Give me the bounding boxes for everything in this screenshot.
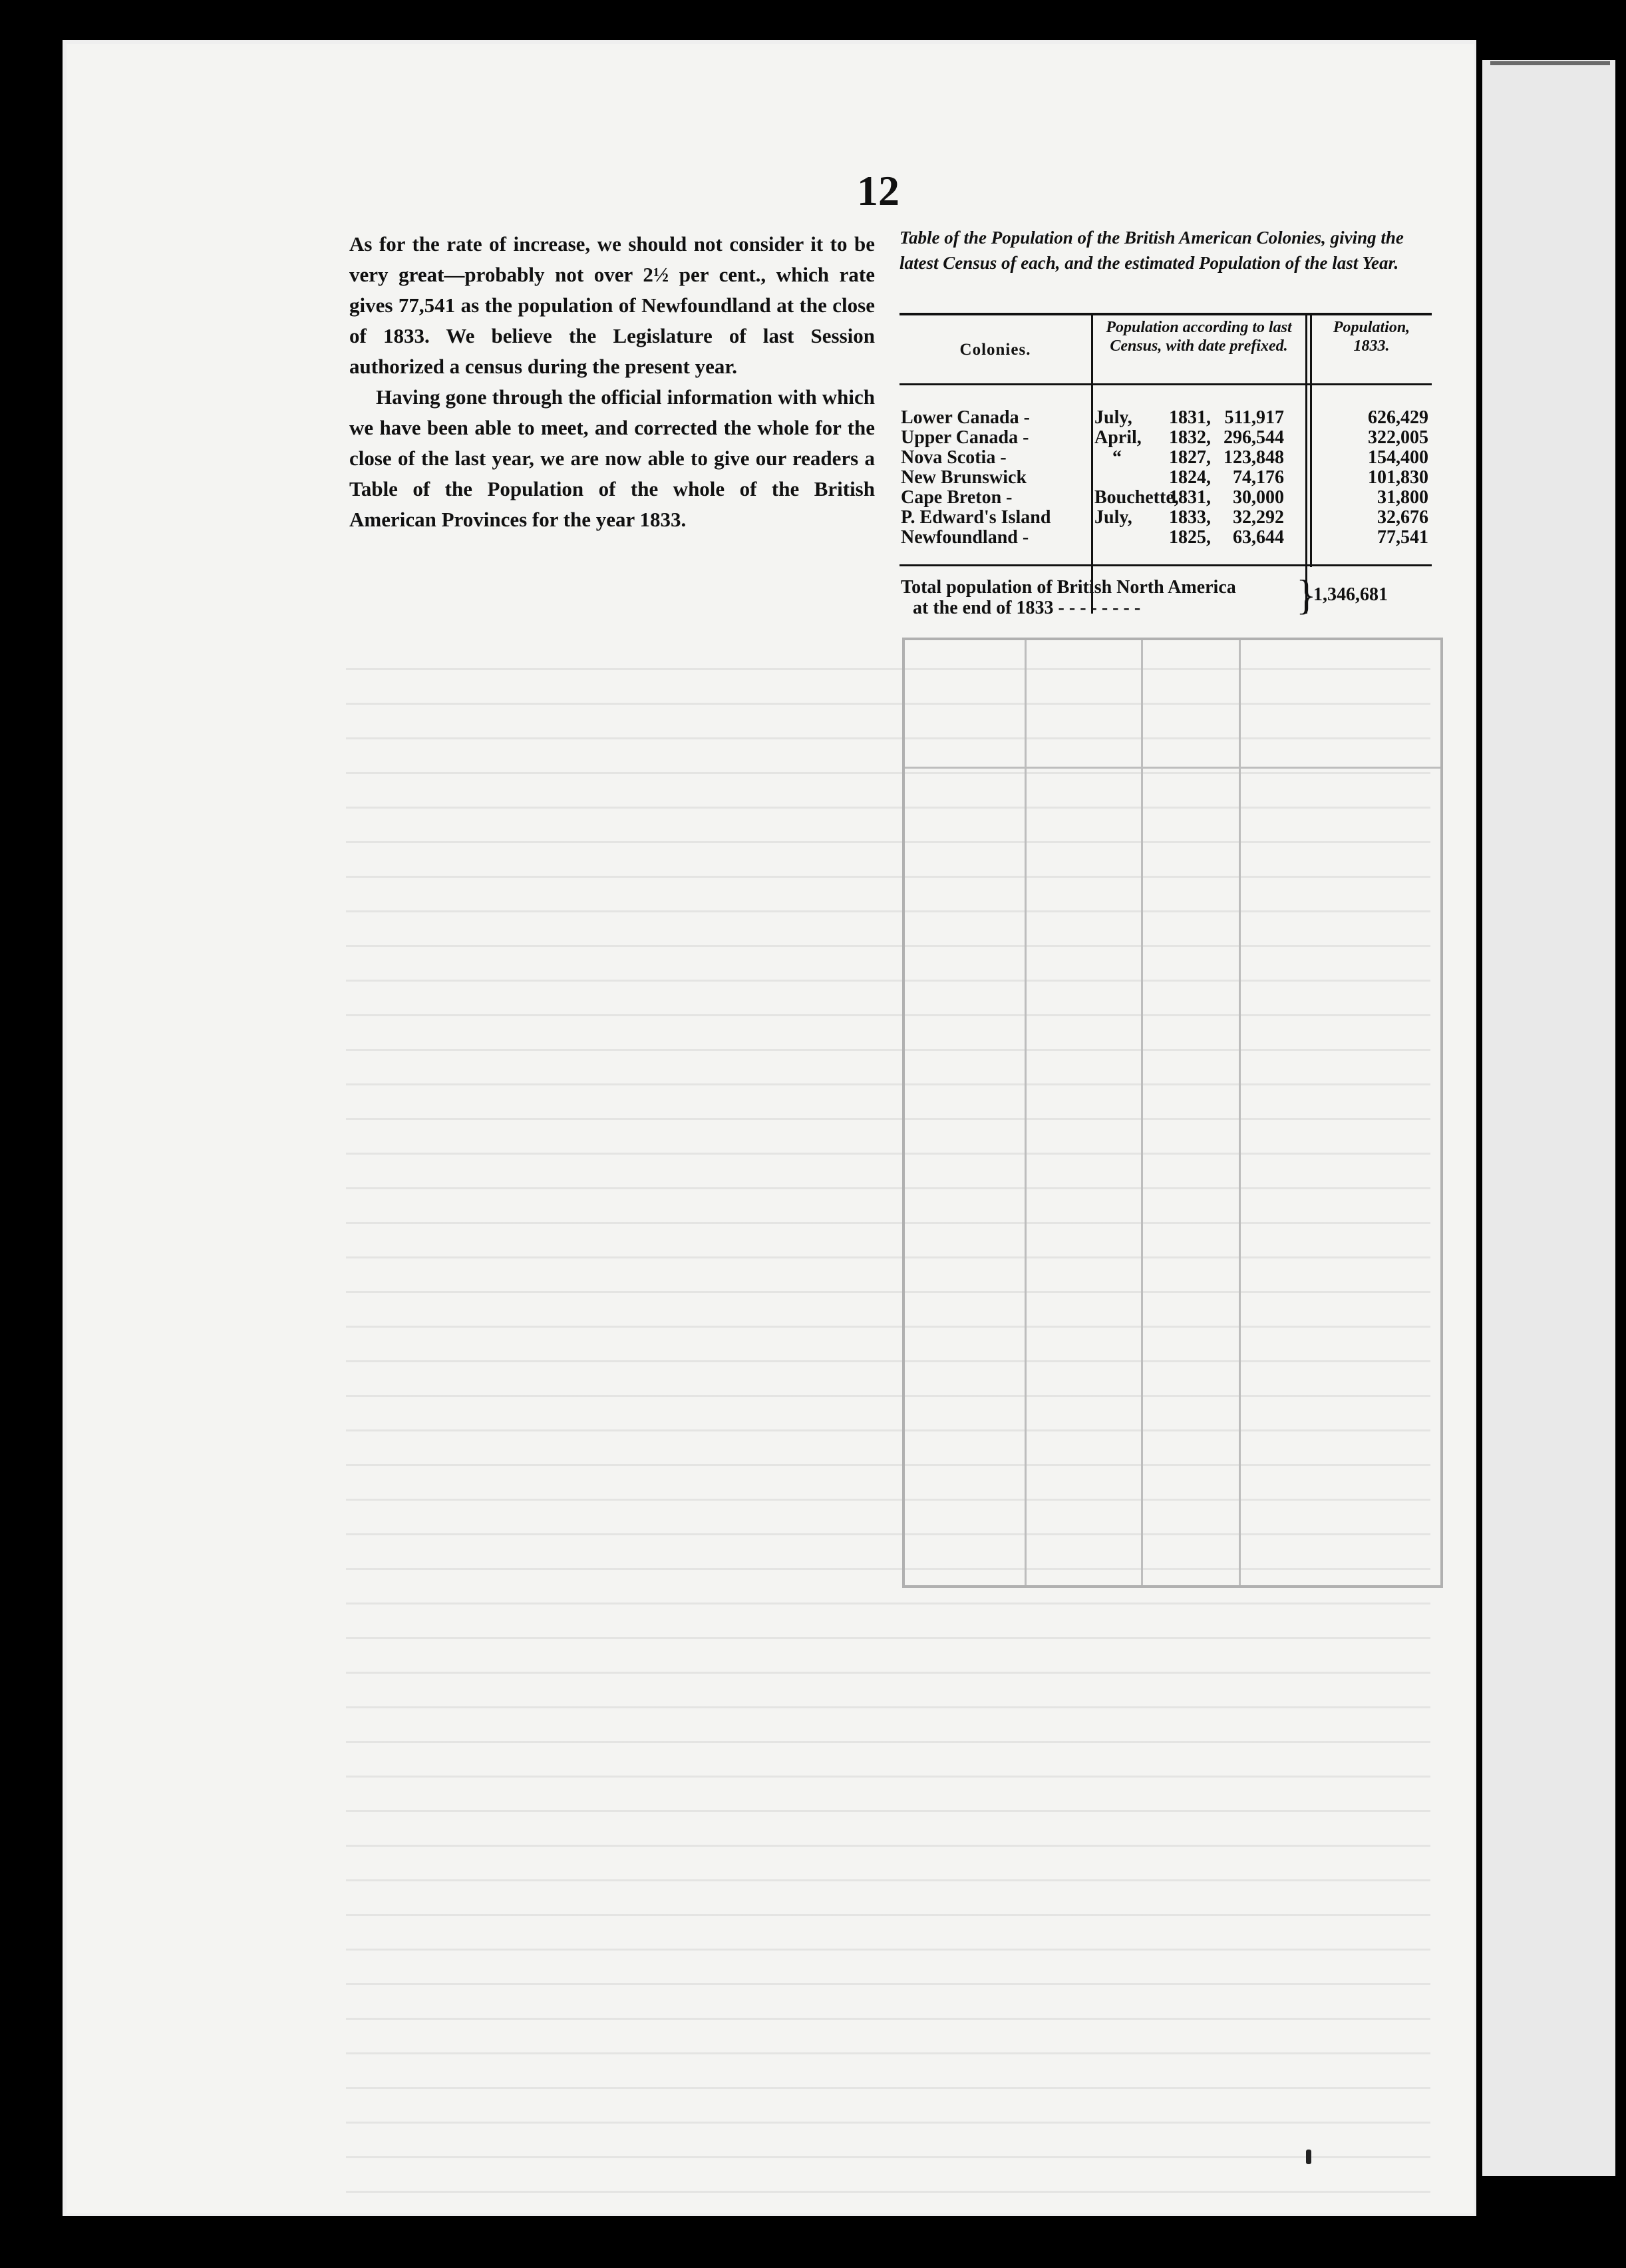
- adjacent-page-rule: [1490, 61, 1610, 65]
- page-number: 12: [857, 167, 899, 214]
- table-row: Cape Breton - Bouchette, 1831, 30,000 31,800: [901, 487, 1428, 508]
- table-caption: Table of the Population of the British American Colonies, giving the latest Census of each, and the estimated Population of the last Year.: [899, 228, 1404, 273]
- adjacent-page-strip: [1482, 60, 1615, 2176]
- total-rule: [899, 564, 1432, 566]
- header-colonies: Colonies.: [959, 341, 1031, 359]
- table-top-rule: [899, 313, 1432, 315]
- total-value: 1,346,681: [1313, 584, 1388, 605]
- table-row: New Brunswick 1824, 74,176 101,830: [901, 467, 1428, 488]
- total-label: Total population of British North America at the end of 1833 - - - - - - - -: [901, 577, 1236, 618]
- header-population: Population, 1833.: [1333, 319, 1410, 355]
- bleed-through-table: [902, 638, 1443, 1588]
- header-census: Population according to last Census, with date prefixed.: [1106, 319, 1292, 355]
- table-row: Lower Canada - July, 1831, 511,917 626,429: [901, 407, 1428, 428]
- total-brace: }: [1296, 571, 1317, 618]
- table-row: Upper Canada - April, 1832, 296,544 322,005: [901, 427, 1428, 448]
- table-row: Newfoundland - 1825, 63,644 77,541: [901, 527, 1428, 548]
- body-text: [349, 229, 875, 535]
- page-mark: [1306, 2150, 1311, 2164]
- paragraph-rate-of-increase: As for the rate of increase, we should not consider it to be very great—probably not over 2½ per cent., which rate gives 77,541 as the population of Newfoundland at the close of 1833. We believe the Legislature of last Session authorized a census during the present year.: [349, 232, 875, 378]
- table-row: Nova Scotia - “ 1827, 123,848 154,400: [901, 447, 1428, 468]
- header-rule: [899, 383, 1432, 385]
- table-row: P. Edward's Island July, 1833, 32,292 32,676: [901, 507, 1428, 528]
- paragraph-table-intro: Having gone through the official information with which we have been able to meet, and corrected the whole for the close of the last year, we are now able to give our readers a Table of the Population of the whole of the British American Provinces for the year 1833.: [349, 385, 875, 531]
